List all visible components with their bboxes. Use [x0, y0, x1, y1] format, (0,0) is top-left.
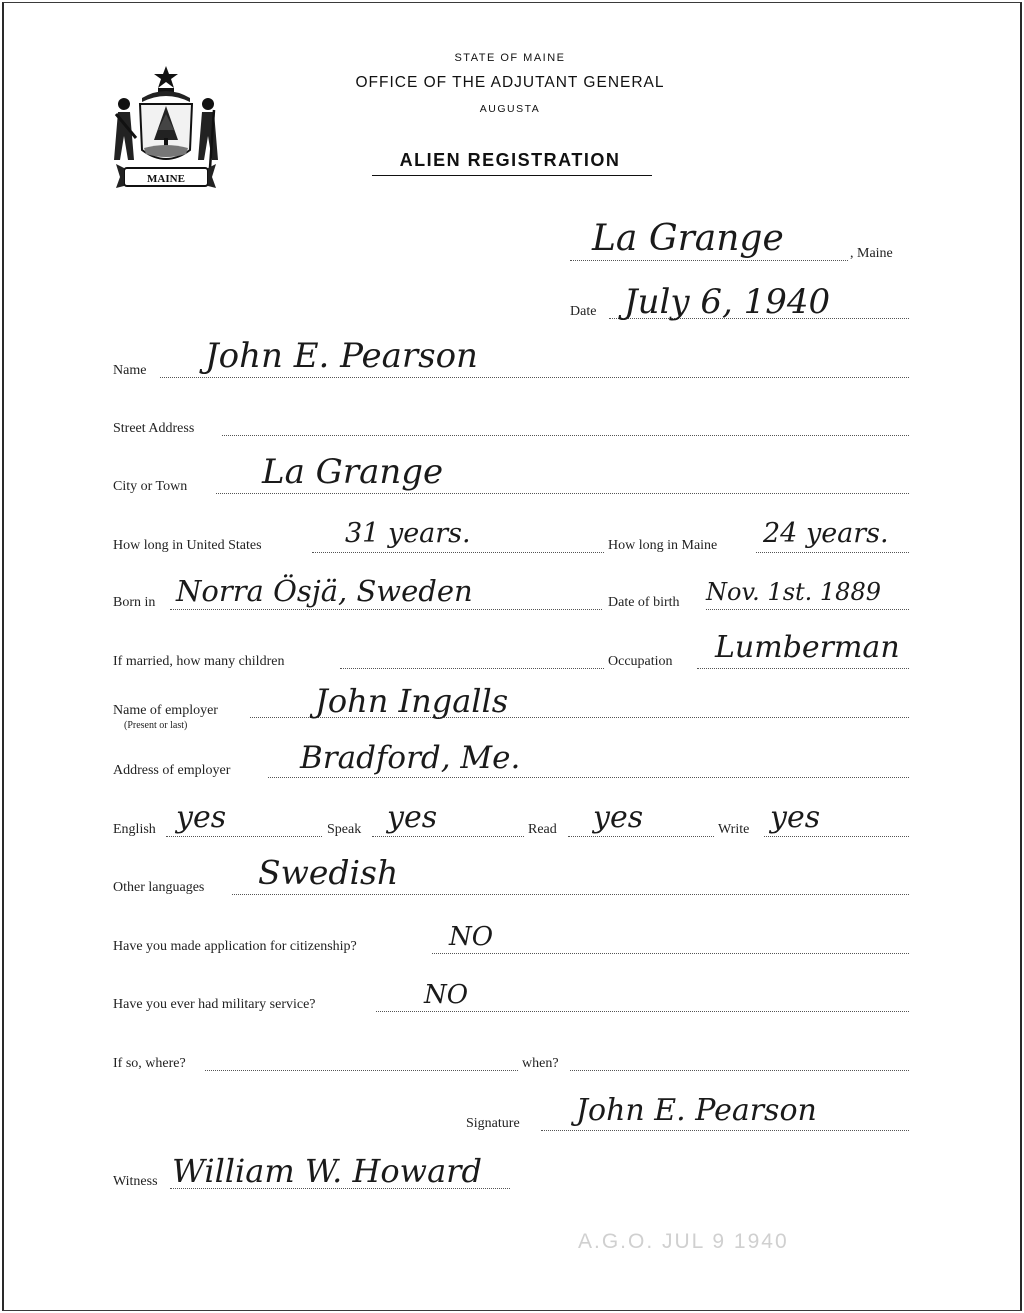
speak-line [372, 836, 524, 837]
english-label: English [113, 822, 156, 837]
place-value: La Grange [592, 218, 784, 259]
signature-value: John E. Pearson [576, 1093, 817, 1128]
title-underline [372, 175, 652, 176]
street-address-label: Street Address [113, 421, 195, 436]
read-value: yes [593, 800, 644, 835]
header-office: OFFICE OF THE ADJUTANT GENERAL [355, 74, 665, 91]
how-long-maine-line [756, 552, 909, 553]
citizenship-line [432, 953, 909, 954]
date-of-birth-value: Nov. 1st. 1889 [706, 578, 881, 606]
military-label: Have you ever had military service? [113, 997, 316, 1012]
occupation-line [697, 668, 909, 669]
military-line [376, 1011, 909, 1012]
read-label: Read [528, 822, 557, 837]
how-long-us-line [312, 552, 604, 553]
maine-state-seal [112, 64, 220, 190]
witness-label: Witness [113, 1174, 158, 1189]
other-languages-value: Swedish [258, 853, 399, 892]
born-in-line [170, 609, 602, 610]
other-languages-line [232, 894, 909, 895]
read-line [568, 836, 714, 837]
seal-banner: MAINE [147, 173, 185, 185]
english-line [166, 836, 322, 837]
employer-name-sublabel: (Present or last) [124, 720, 188, 731]
speak-label: Speak [327, 822, 362, 837]
how-long-maine-label: How long in Maine [608, 538, 718, 553]
form-title: ALIEN REGISTRATION [399, 150, 621, 170]
occupation-label: Occupation [608, 654, 673, 669]
received-stamp: A.G.O. JUL 9 1940 [578, 1230, 789, 1253]
street-address-line [222, 435, 909, 436]
write-label: Write [718, 822, 750, 837]
if-so-where-line [205, 1070, 518, 1071]
header-city: AUGUSTA [479, 103, 541, 115]
speak-value: yes [387, 800, 438, 835]
name-value: John E. Pearson [205, 336, 478, 376]
born-in-label: Born in [113, 595, 156, 610]
place-suffix-label: , Maine [850, 246, 893, 261]
witness-value: William W. Howard [172, 1152, 482, 1190]
signature-label: Signature [466, 1116, 520, 1131]
children-label: If married, how many children [113, 654, 285, 669]
signature-line [541, 1130, 909, 1131]
date-value: July 6, 1940 [624, 282, 831, 322]
employer-name-value: John Ingalls [315, 682, 509, 720]
military-value: NO [424, 980, 469, 1010]
if-so-where-label: If so, where? [113, 1056, 186, 1071]
english-value: yes [176, 800, 227, 835]
occupation-value: Lumberman [715, 630, 900, 665]
employer-address-value: Bradford, Me. [300, 740, 521, 776]
date-of-birth-line [706, 609, 909, 610]
employer-address-label: Address of employer [113, 763, 231, 778]
write-value: yes [770, 800, 821, 835]
name-line [160, 377, 909, 378]
place-line [570, 260, 848, 261]
write-line [764, 836, 909, 837]
citizenship-label: Have you made application for citizenship? [113, 939, 357, 954]
how-long-us-label: How long in United States [113, 538, 262, 553]
how-long-maine-value: 24 years. [763, 518, 889, 549]
date-of-birth-label: Date of birth [608, 595, 680, 610]
name-label: Name [113, 363, 147, 378]
citizenship-value: NO [449, 922, 494, 952]
how-long-us-value: 31 years. [345, 518, 471, 549]
city-value: La Grange [262, 452, 444, 492]
employer-address-line [268, 777, 909, 778]
city-line [216, 493, 909, 494]
date-label: Date [570, 304, 597, 319]
other-languages-label: Other languages [113, 880, 205, 895]
when-line [570, 1070, 909, 1071]
when-label: when? [522, 1056, 559, 1071]
employer-name-label: Name of employer [113, 703, 218, 718]
born-in-value: Norra Ösjä, Sweden [176, 574, 473, 608]
header-state: STATE OF MAINE [454, 52, 566, 64]
children-line [340, 668, 604, 669]
city-label: City or Town [113, 479, 188, 494]
